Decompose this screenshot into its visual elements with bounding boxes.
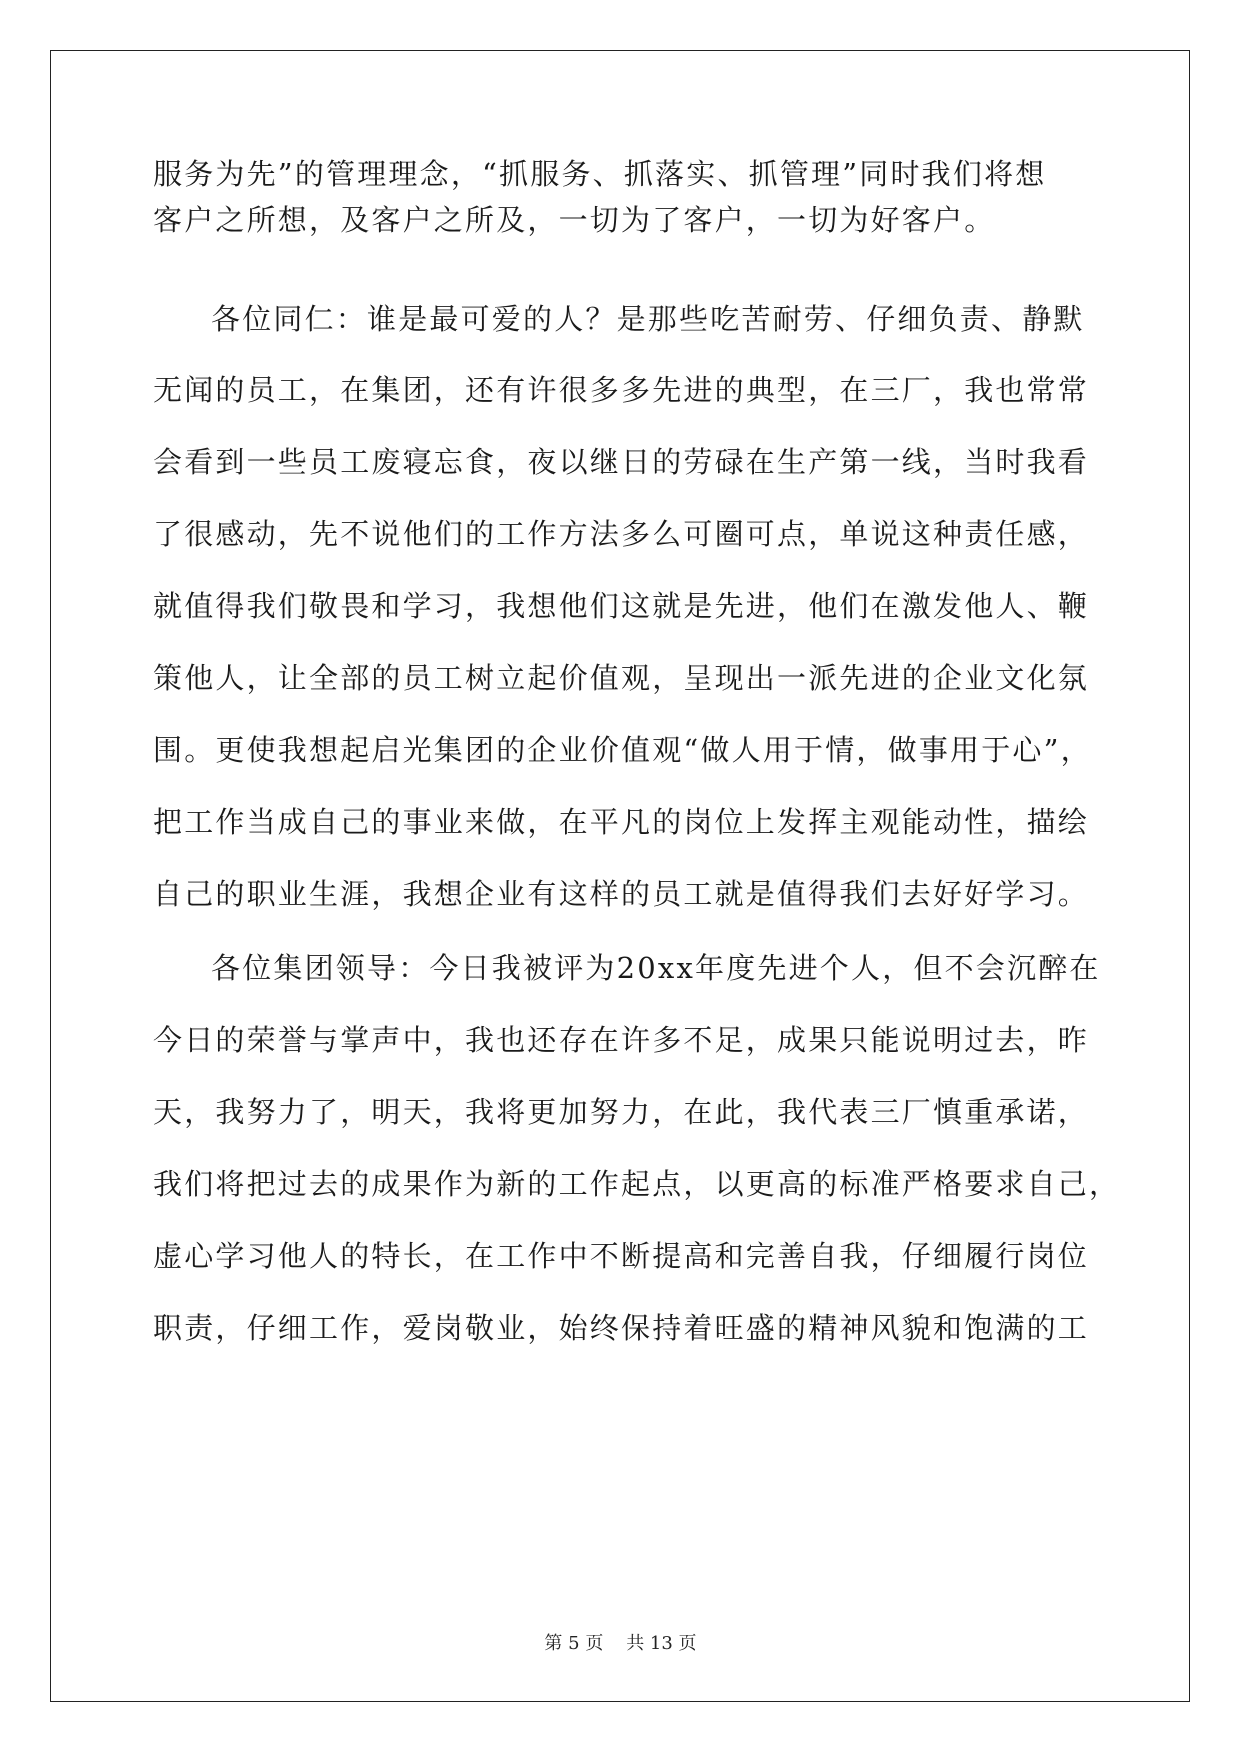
text-line: 天，我努力了，明天，我将更加努力，在此，我代表三厂慎重承诺， [153, 1095, 1090, 1129]
text-line: 无闻的员工，在集团，还有许很多多先进的典型，在三厂，我也常常 [153, 373, 1090, 407]
text-line: 今日的荣誉与掌声中，我也还存在许多不足，成果只能说明过去，昨 [153, 1023, 1090, 1057]
paragraph-start-line: 各位同仁：谁是最可爱的人？是那些吃苦耐劳、仔细负责、静默 [211, 302, 1085, 336]
text-line: 就值得我们敬畏和学习，我想他们这就是先进，他们在激发他人、鞭 [153, 589, 1090, 623]
text-line: 了很感动，先不说他们的工作方法多么可圈可点，单说这种责任感， [153, 517, 1090, 551]
paragraph-start-line: 各位集团领导：今日我被评为20xx年度先进个人，但不会沉醉在 [211, 951, 1101, 985]
page-number-footer: 第 5 页 共 13 页 [544, 1633, 697, 1654]
text-line: 自己的职业生涯，我想企业有这样的员工就是值得我们去好好学习。 [153, 877, 1090, 911]
text-line: 会看到一些员工废寝忘食，夜以继日的劳碌在生产第一线，当时我看 [153, 445, 1090, 479]
text-line: 围。更使我想起启光集团的企业价值观“做人用于情，做事用于心”， [153, 733, 1092, 767]
text-line: 虚心学习他人的特长，在工作中不断提高和完善自我，仔细履行岗位 [153, 1239, 1090, 1273]
text-line: 职责，仔细工作，爱岗敬业，始终保持着旺盛的精神风貌和饱满的工 [153, 1311, 1090, 1345]
text-line: 把工作当成自己的事业来做，在平凡的岗位上发挥主观能动性，描绘 [153, 805, 1090, 839]
text-line: 我们将把过去的成果作为新的工作起点，以更高的标准严格要求自己， [153, 1167, 1121, 1201]
text-line: 服务为先”的管理理念，“抓服务、抓落实、抓管理”同时我们将想 [153, 157, 1047, 191]
text-line: 策他人，让全部的员工树立起价值观，呈现出一派先进的企业文化氛 [153, 661, 1090, 695]
text-line: 客户之所想，及客户之所及，一切为了客户，一切为好客户。 [153, 203, 996, 237]
